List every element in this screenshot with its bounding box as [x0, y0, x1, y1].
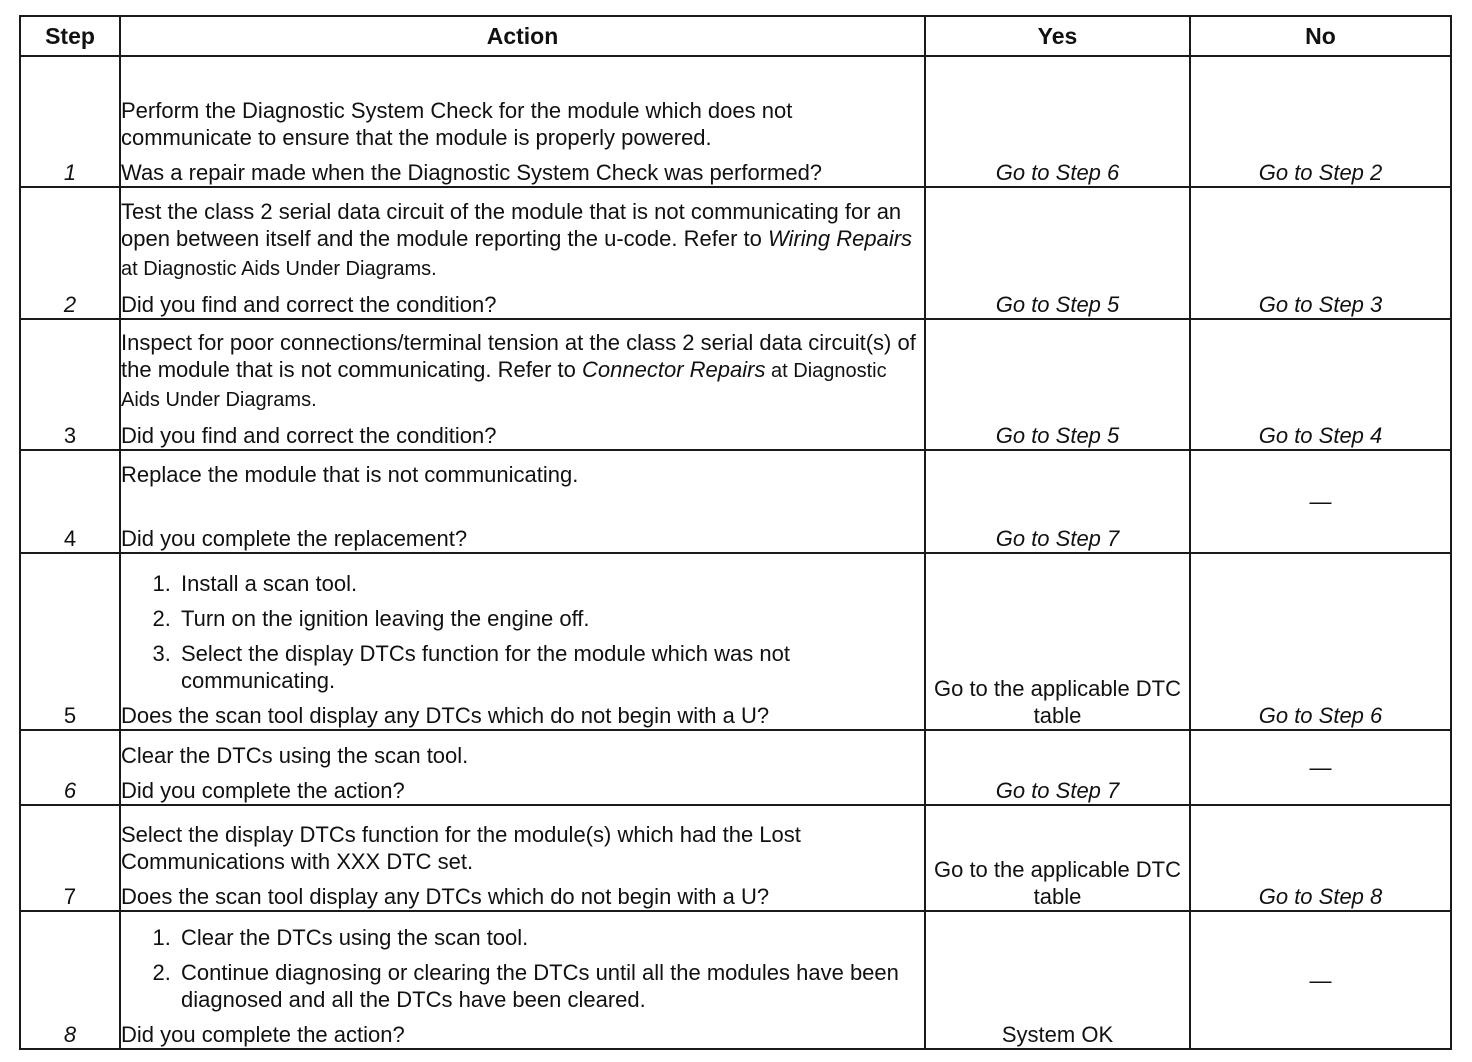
list-item: 2. Turn on the ignition leaving the engine off. [177, 605, 924, 632]
action-question: Does the scan tool display any DTCs which do not begin with a U? [121, 884, 770, 909]
step-number: 3 [20, 319, 120, 450]
header-action: Action [120, 16, 925, 56]
yes-result: Go to Step 5 [925, 187, 1190, 319]
action-cell [120, 730, 925, 805]
no-result: Go to Step 8 [1190, 805, 1451, 911]
table-row [20, 553, 1451, 730]
no-result: Go to Step 4 [1190, 319, 1451, 450]
yes-result: System OK [925, 911, 1190, 1049]
yes-result: Go to Step 6 [925, 56, 1190, 187]
action-steps-list [121, 924, 924, 1013]
action-text: Clear the DTCs using the scan tool. [121, 743, 469, 768]
table-row [20, 187, 1451, 319]
step-number: 6 [20, 730, 120, 805]
step-number: 1 [20, 56, 120, 187]
no-result: — [1190, 450, 1451, 553]
yes-result: Go to the applicable DTC table [925, 553, 1190, 730]
table-row [20, 450, 1451, 553]
table-row [20, 805, 1451, 911]
action-cell [120, 553, 925, 730]
table-row [20, 730, 1451, 805]
action-question: Does the scan tool display any DTCs which do not begin with a U? [121, 703, 770, 728]
header-step: Step [20, 16, 120, 56]
header-no: No [1190, 16, 1451, 56]
action-question: Did you complete the action? [121, 778, 405, 803]
action-text: Select the display DTCs function for the module(s) which had the Lost Communications with XXX DTC set. [121, 822, 801, 874]
no-result: — [1190, 730, 1451, 805]
header-yes: Yes [925, 16, 1190, 56]
action-cell [120, 805, 925, 911]
no-result: Go to Step 6 [1190, 553, 1451, 730]
yes-result: Go to Step 5 [925, 319, 1190, 450]
yes-result: Go to Step 7 [925, 730, 1190, 805]
action-cell [120, 187, 925, 319]
no-result: — [1190, 911, 1451, 1049]
yes-result: Go to Step 7 [925, 450, 1190, 553]
action-question: Did you find and correct the condition? [121, 423, 497, 448]
yes-result: Go to the applicable DTC table [925, 805, 1190, 911]
step-number: 7 [20, 805, 120, 911]
action-text: Inspect for poor connections/terminal tension at the class 2 serial data circuit(s) of the module that is not communicating. Refer to Connector Repairs at Diagnostic Aids Under Diagrams. [121, 330, 916, 411]
step-number: 5 [20, 553, 120, 730]
action-cell [120, 319, 925, 450]
list-item: 1. Clear the DTCs using the scan tool. [177, 924, 924, 951]
action-cell [120, 56, 925, 187]
reference-link: Wiring Repairs [767, 226, 913, 251]
action-question: Did you complete the action? [121, 1022, 405, 1047]
list-item: 1. Install a scan tool. [177, 570, 924, 597]
header-row [20, 16, 1451, 56]
action-question: Did you complete the replacement? [121, 526, 468, 551]
reference-link: Connector Repairs [582, 357, 766, 382]
action-steps-list [121, 570, 924, 694]
action-text: Perform the Diagnostic System Check for the module which does not communicate to ensure that the module is properly powered. [121, 98, 793, 150]
table-row [20, 56, 1451, 187]
step-number: 4 [20, 450, 120, 553]
table-row [20, 911, 1451, 1049]
action-text: Replace the module that is not communicating. [121, 462, 579, 487]
step-number: 2 [20, 187, 120, 319]
action-cell [120, 911, 925, 1049]
action-question: Was a repair made when the Diagnostic System Check was performed? [121, 160, 823, 185]
list-item: 2. Continue diagnosing or clearing the DTCs until all the modules have been diagnosed and all the DTCs have been cleared. [177, 959, 924, 1013]
action-cell [120, 450, 925, 553]
no-result: Go to Step 2 [1190, 56, 1451, 187]
step-number: 8 [20, 911, 120, 1049]
diagnostic-table [19, 15, 1452, 1050]
table-row [20, 319, 1451, 450]
list-item: 3. Select the display DTCs function for the module which was not communicating. [177, 640, 924, 694]
action-text: Test the class 2 serial data circuit of the module that is not communicating for an open between itself and the module reporting the u-code. Refer to Wiring Repairs at Diagnostic Aids Under Diagrams. [121, 199, 913, 280]
no-result: Go to Step 3 [1190, 187, 1451, 319]
action-question: Did you find and correct the condition? [121, 292, 497, 317]
